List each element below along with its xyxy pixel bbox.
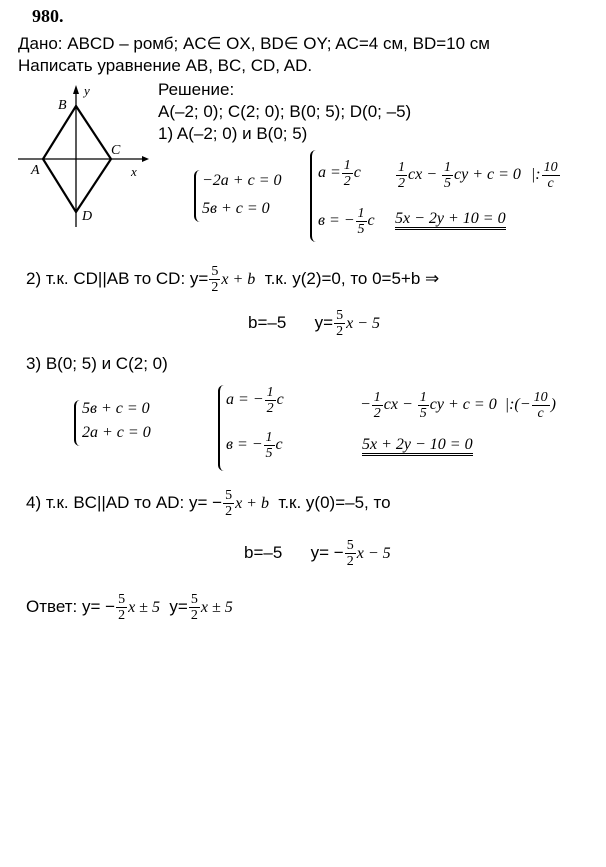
step3-equation: − $\frac{1}{2}$ cx − $\frac{1}{5}$ cy + c = 0 |:(− $\frac{10}{c}$ ) bbox=[360, 390, 556, 421]
step1-sys1-line2: 5в + c = 0 bbox=[202, 200, 270, 217]
label-c: C bbox=[111, 143, 121, 158]
step1-system2-brace bbox=[310, 150, 318, 242]
given-text: Дано: ABCD – ромб; AC∈ OX, BD∈ OY; AC=4 см, BD=10 см bbox=[18, 34, 490, 53]
step1-result: 5x − 2y + 10 = 0 bbox=[395, 210, 506, 228]
step1-equation: $\frac{1}{2}$ cx − $\frac{1}{5}$ cy + c = 0 |: $\frac{10}{c}$ bbox=[398, 160, 558, 191]
step1-header: 1) A(–2; 0) и B(0; 5) bbox=[158, 124, 308, 143]
answer-line: Ответ: y= − $\frac{5}{2}$ x ± 5 y= $\frac{5}{2}$ x ± 5 bbox=[26, 592, 233, 623]
step3-sys1-line2: 2a + c = 0 bbox=[82, 424, 151, 441]
x-axis-arrow bbox=[142, 156, 149, 162]
solution-label: Решение: bbox=[158, 80, 235, 99]
step3-sys1-line1: 5в + c = 0 bbox=[82, 400, 150, 417]
step3-sys2-line1: a = − $\frac{1}{2}$ c bbox=[226, 385, 284, 416]
step4-result: b=–5 y= − $\frac{5}{2}$ x − 5 bbox=[244, 538, 391, 569]
problem-number: 980. bbox=[32, 6, 64, 26]
step3-header: 3) B(0; 5) и C(2; 0) bbox=[26, 354, 168, 373]
label-a: A bbox=[31, 163, 40, 178]
step1-sys2-line2: в = − $\frac{1}{5}$ c bbox=[318, 206, 375, 237]
step1-sys1-line1: −2a + c = 0 bbox=[202, 172, 282, 189]
label-x: x bbox=[131, 164, 137, 179]
step3-sys2-line2: в = − $\frac{1}{5}$ c bbox=[226, 430, 283, 461]
y-axis-arrow bbox=[73, 85, 79, 94]
label-d: D bbox=[82, 209, 93, 224]
task-text: Написать уравнение AB, BC, CD, AD. bbox=[18, 56, 313, 75]
step2-result: b=–5 y= $\frac{5}{2}$ x − 5 bbox=[248, 308, 380, 339]
label-b: B bbox=[58, 98, 67, 113]
step2-line: 2) т.к. CD||AB то CD: y= $\frac{5}{2}$ x + b т.к. y(2)=0, то 0=5+b ⇒ bbox=[26, 264, 440, 295]
step1-system1-brace bbox=[194, 170, 202, 222]
step3-system2-brace bbox=[218, 385, 226, 471]
points-list: A(–2; 0); C(2; 0); B(0; 5); D(0; –5) bbox=[158, 102, 412, 121]
step3-result: 5x + 2y − 10 = 0 bbox=[362, 436, 473, 454]
step1-sys2-line1: a = $\frac{1}{2}$ c bbox=[318, 158, 361, 189]
step3-system1-brace bbox=[74, 400, 82, 446]
label-y: y bbox=[84, 83, 90, 98]
step4-line: 4) т.к. BC||AD то AD: y= − $\frac{5}{2}$ x + b т.к. y(0)=–5, то bbox=[26, 488, 391, 519]
rhombus-figure bbox=[18, 82, 153, 232]
